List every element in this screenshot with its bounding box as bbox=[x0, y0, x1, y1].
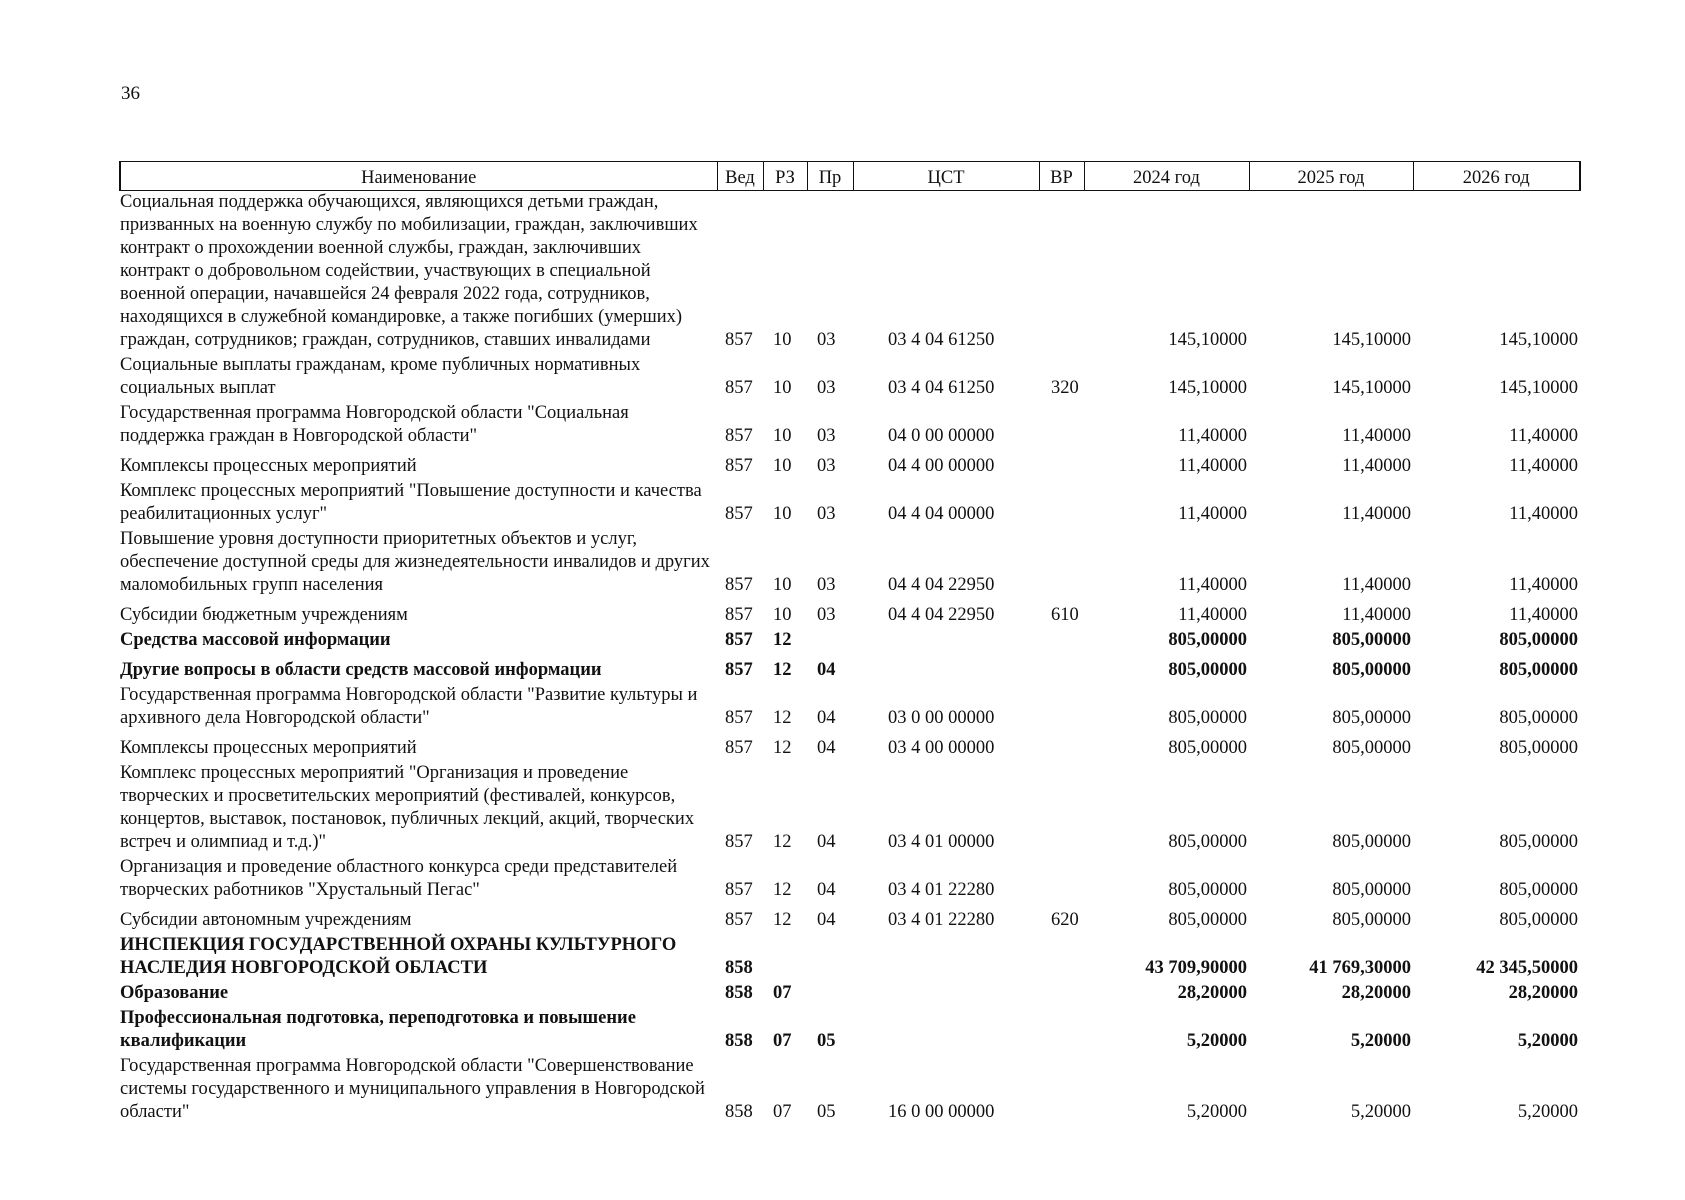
cell-vr bbox=[1039, 402, 1084, 450]
cell-2026: 145,10000 bbox=[1499, 330, 1578, 350]
cell-vr bbox=[1039, 856, 1084, 904]
cell-2025: 28,20000 bbox=[1341, 983, 1411, 1003]
cell-rz: 07 bbox=[773, 1102, 792, 1122]
cell-rz: 10 bbox=[773, 575, 792, 595]
table-row bbox=[120, 934, 1580, 982]
cell-name: Комплексы процессных мероприятий bbox=[120, 738, 417, 758]
header-2024: 2024 год bbox=[1084, 162, 1249, 191]
cell-ved: 857 bbox=[725, 832, 753, 852]
cell-vr bbox=[1039, 528, 1084, 599]
cell-2025: 11,40000 bbox=[1342, 575, 1411, 595]
cell-pr: 03 bbox=[817, 605, 836, 625]
cell-rz: 12 bbox=[773, 660, 792, 680]
cell-2024: 805,00000 bbox=[1168, 880, 1247, 900]
cell-2024: 11,40000 bbox=[1178, 605, 1247, 625]
cell-2025: 805,00000 bbox=[1332, 708, 1411, 728]
cell-name: Организация и проведение областного конкурса среди представителей творческих работников "Хрустальный Пегас" bbox=[120, 857, 678, 900]
cell-rz: 12 bbox=[773, 880, 792, 900]
cell-2024: 28,20000 bbox=[1177, 983, 1247, 1003]
cell-name: Государственная программа Новгородской области "Развитие культуры и архивного дела Новгородской области" bbox=[120, 685, 698, 728]
table-header-row bbox=[120, 162, 1580, 191]
cell-2026: 5,20000 bbox=[1517, 1031, 1578, 1051]
cell-vr bbox=[1039, 934, 1084, 982]
table-row bbox=[120, 982, 1580, 1007]
cell-vr: 620 bbox=[1051, 910, 1079, 930]
cell-rz: 10 bbox=[773, 504, 792, 524]
cell-vr: 610 bbox=[1051, 605, 1079, 625]
cell-ved: 857 bbox=[725, 504, 753, 524]
table-row bbox=[120, 402, 1580, 450]
cell-2024: 5,20000 bbox=[1186, 1031, 1247, 1051]
cell-cst: 04 4 04 22950 bbox=[888, 575, 995, 595]
cell-2025: 805,00000 bbox=[1332, 738, 1411, 758]
cell-rz: 10 bbox=[773, 456, 792, 476]
cell-2026: 11,40000 bbox=[1509, 605, 1578, 625]
cell-2026: 805,00000 bbox=[1499, 910, 1578, 930]
header-2026: 2026 год bbox=[1413, 162, 1580, 191]
cell-2025: 805,00000 bbox=[1332, 660, 1411, 680]
table-row bbox=[120, 480, 1580, 528]
cell-2025: 11,40000 bbox=[1342, 426, 1411, 446]
header-ved: Вед bbox=[717, 162, 763, 191]
table-row bbox=[120, 599, 1580, 629]
cell-ved: 857 bbox=[725, 708, 753, 728]
cell-2025: 11,40000 bbox=[1342, 456, 1411, 476]
cell-2024: 805,00000 bbox=[1168, 738, 1247, 758]
cell-cst: 04 4 04 22950 bbox=[888, 605, 995, 625]
cell-2025: 11,40000 bbox=[1342, 605, 1411, 625]
cell-cst: 04 4 00 00000 bbox=[888, 456, 995, 476]
cell-pr: 05 bbox=[817, 1031, 836, 1051]
table-body bbox=[120, 191, 1580, 1127]
cell-cst: 03 4 04 61250 bbox=[888, 330, 995, 350]
cell-pr bbox=[807, 629, 853, 654]
cell-vr bbox=[1039, 629, 1084, 654]
cell-cst bbox=[853, 654, 1039, 684]
cell-cst: 16 0 00 00000 bbox=[888, 1102, 995, 1122]
cell-2026: 805,00000 bbox=[1499, 660, 1578, 680]
table-row bbox=[120, 354, 1580, 402]
cell-ved: 857 bbox=[725, 660, 753, 680]
cell-vr bbox=[1039, 450, 1084, 480]
cell-2024: 805,00000 bbox=[1168, 832, 1247, 852]
cell-vr bbox=[1039, 654, 1084, 684]
cell-2024: 11,40000 bbox=[1178, 575, 1247, 595]
cell-2026: 805,00000 bbox=[1499, 708, 1578, 728]
header-rz: РЗ bbox=[763, 162, 807, 191]
cell-2024: 805,00000 bbox=[1168, 660, 1247, 680]
cell-rz bbox=[763, 934, 807, 982]
cell-2026: 805,00000 bbox=[1499, 832, 1578, 852]
cell-name: Субсидии автономным учреждениям bbox=[120, 910, 412, 930]
cell-ved: 858 bbox=[725, 1031, 753, 1051]
cell-2024: 43 709,90000 bbox=[1145, 958, 1247, 978]
cell-2026: 11,40000 bbox=[1509, 504, 1578, 524]
cell-2026: 42 345,50000 bbox=[1476, 958, 1578, 978]
cell-vr: 320 bbox=[1051, 378, 1079, 398]
cell-pr bbox=[807, 934, 853, 982]
cell-2025: 805,00000 bbox=[1332, 630, 1411, 650]
cell-cst: 03 4 01 00000 bbox=[888, 832, 995, 852]
cell-rz: 07 bbox=[773, 1031, 792, 1051]
table-row bbox=[120, 732, 1580, 762]
cell-ved: 858 bbox=[725, 983, 753, 1003]
cell-vr bbox=[1039, 1055, 1084, 1126]
page-number: 36 bbox=[121, 83, 140, 104]
cell-cst bbox=[853, 629, 1039, 654]
cell-name: Образование bbox=[120, 983, 229, 1003]
cell-cst: 03 0 00 00000 bbox=[888, 708, 995, 728]
cell-vr bbox=[1039, 684, 1084, 732]
cell-name: Другие вопросы в области средств массовой информации bbox=[120, 660, 602, 680]
cell-cst bbox=[853, 934, 1039, 982]
cell-rz: 10 bbox=[773, 426, 792, 446]
cell-2026: 805,00000 bbox=[1499, 630, 1578, 650]
cell-pr: 04 bbox=[817, 738, 836, 758]
cell-name: ИНСПЕКЦИЯ ГОСУДАРСТВЕННОЙ ОХРАНЫ КУЛЬТУРНОГО НАСЛЕДИЯ НОВГОРОДСКОЙ ОБЛАСТИ bbox=[120, 935, 677, 978]
cell-2025: 805,00000 bbox=[1332, 832, 1411, 852]
header-cst: ЦСТ bbox=[853, 162, 1039, 191]
cell-name: Государственная программа Новгородской области "Совершенствование системы государственного и муниципального управления в Новгородской области" bbox=[120, 1056, 705, 1122]
cell-2026: 5,20000 bbox=[1517, 1102, 1578, 1122]
cell-vr bbox=[1039, 1007, 1084, 1055]
cell-cst: 03 4 00 00000 bbox=[888, 738, 995, 758]
header-vr: ВР bbox=[1039, 162, 1084, 191]
cell-rz: 12 bbox=[773, 738, 792, 758]
cell-cst: 03 4 04 61250 bbox=[888, 378, 995, 398]
cell-ved: 857 bbox=[725, 605, 753, 625]
table-row bbox=[120, 629, 1580, 654]
cell-rz: 10 bbox=[773, 605, 792, 625]
cell-name: Государственная программа Новгородской области "Социальная поддержка граждан в Новгородской области" bbox=[120, 403, 629, 446]
cell-ved: 857 bbox=[725, 630, 753, 650]
cell-2024: 11,40000 bbox=[1178, 504, 1247, 524]
cell-2026: 805,00000 bbox=[1499, 738, 1578, 758]
cell-2025: 145,10000 bbox=[1332, 378, 1411, 398]
cell-rz: 12 bbox=[773, 630, 792, 650]
cell-cst: 04 4 04 00000 bbox=[888, 504, 995, 524]
cell-2025: 11,40000 bbox=[1342, 504, 1411, 524]
cell-ved: 857 bbox=[725, 910, 753, 930]
cell-cst: 03 4 01 22280 bbox=[888, 910, 995, 930]
cell-name: Социальные выплаты гражданам, кроме публичных нормативных социальных выплат bbox=[120, 355, 641, 398]
cell-rz: 12 bbox=[773, 910, 792, 930]
header-name: Наименование bbox=[120, 162, 717, 191]
table-row bbox=[120, 528, 1580, 599]
cell-name: Социальная поддержка обучающихся, являющихся детьми граждан, призванных на военную службу по мобилизации, граждан, заключивших контракт о прохождении военной службы, граждан, заключивших контракт о добровольном содействии, участвующих в специальной военной операции, начавшейся 24 февраля 2022 года, сотрудников, находящихся в служебной командировке, а также погибших (умерших) граждан, сотрудников; граждан, сотрудников, ставших инвалидами bbox=[120, 192, 698, 350]
cell-cst: 04 0 00 00000 bbox=[888, 426, 995, 446]
cell-ved: 857 bbox=[725, 738, 753, 758]
table-row bbox=[120, 684, 1580, 732]
cell-ved: 857 bbox=[725, 456, 753, 476]
cell-rz: 10 bbox=[773, 378, 792, 398]
cell-cst bbox=[853, 982, 1039, 1007]
cell-pr: 03 bbox=[817, 504, 836, 524]
cell-ved: 857 bbox=[725, 378, 753, 398]
cell-2024: 11,40000 bbox=[1178, 456, 1247, 476]
header-2025: 2025 год bbox=[1249, 162, 1413, 191]
table-row bbox=[120, 1055, 1580, 1126]
budget-table bbox=[119, 161, 1581, 1126]
cell-2025: 805,00000 bbox=[1332, 880, 1411, 900]
cell-rz: 12 bbox=[773, 832, 792, 852]
cell-cst: 03 4 01 22280 bbox=[888, 880, 995, 900]
cell-name: Субсидии бюджетным учреждениям bbox=[120, 605, 408, 625]
cell-2025: 805,00000 bbox=[1332, 910, 1411, 930]
cell-vr bbox=[1039, 480, 1084, 528]
cell-ved: 858 bbox=[725, 1102, 753, 1122]
cell-pr: 04 bbox=[817, 832, 836, 852]
cell-pr: 03 bbox=[817, 456, 836, 476]
cell-rz: 10 bbox=[773, 330, 792, 350]
table-row bbox=[120, 904, 1580, 934]
table-row bbox=[120, 654, 1580, 684]
cell-2024: 805,00000 bbox=[1168, 708, 1247, 728]
cell-rz: 12 bbox=[773, 708, 792, 728]
cell-pr: 04 bbox=[817, 660, 836, 680]
cell-name: Комплексы процессных мероприятий bbox=[120, 456, 417, 476]
cell-2026: 11,40000 bbox=[1509, 426, 1578, 446]
cell-2026: 28,20000 bbox=[1508, 983, 1578, 1003]
table-row bbox=[120, 762, 1580, 856]
cell-2025: 5,20000 bbox=[1350, 1031, 1411, 1051]
cell-ved: 857 bbox=[725, 575, 753, 595]
cell-rz: 07 bbox=[773, 983, 792, 1003]
cell-2024: 145,10000 bbox=[1168, 378, 1247, 398]
cell-ved: 857 bbox=[725, 426, 753, 446]
cell-pr: 04 bbox=[817, 708, 836, 728]
cell-2025: 5,20000 bbox=[1350, 1102, 1411, 1122]
cell-vr bbox=[1039, 982, 1084, 1007]
cell-pr: 03 bbox=[817, 426, 836, 446]
cell-2024: 5,20000 bbox=[1186, 1102, 1247, 1122]
cell-ved: 857 bbox=[725, 880, 753, 900]
cell-vr bbox=[1039, 762, 1084, 856]
cell-pr bbox=[807, 982, 853, 1007]
cell-vr bbox=[1039, 732, 1084, 762]
cell-cst bbox=[853, 1007, 1039, 1055]
cell-pr: 03 bbox=[817, 378, 836, 398]
cell-pr: 03 bbox=[817, 330, 836, 350]
cell-2026: 805,00000 bbox=[1499, 880, 1578, 900]
cell-2024: 805,00000 bbox=[1168, 910, 1247, 930]
cell-pr: 03 bbox=[817, 575, 836, 595]
cell-2024: 11,40000 bbox=[1178, 426, 1247, 446]
cell-2025: 145,10000 bbox=[1332, 330, 1411, 350]
cell-ved: 857 bbox=[725, 330, 753, 350]
cell-pr: 04 bbox=[817, 910, 836, 930]
cell-ved: 858 bbox=[725, 958, 753, 978]
table-row bbox=[120, 1007, 1580, 1055]
cell-name: Комплекс процессных мероприятий "Повышение доступности и качества реабилитационных услуг" bbox=[120, 481, 702, 524]
table-row bbox=[120, 191, 1580, 355]
cell-name: Профессиональная подготовка, переподготовка и повышение квалификации bbox=[120, 1008, 636, 1051]
cell-2026: 11,40000 bbox=[1509, 575, 1578, 595]
cell-pr: 05 bbox=[817, 1102, 836, 1122]
cell-2025: 41 769,30000 bbox=[1309, 958, 1411, 978]
cell-2024: 805,00000 bbox=[1168, 630, 1247, 650]
cell-name: Средства массовой информации bbox=[120, 630, 391, 650]
cell-name: Повышение уровня доступности приоритетных объектов и услуг, обеспечение доступной среды для жизнедеятельности инвалидов и других маломобильных групп населения bbox=[120, 529, 710, 595]
cell-pr: 04 bbox=[817, 880, 836, 900]
cell-2026: 11,40000 bbox=[1509, 456, 1578, 476]
cell-2024: 145,10000 bbox=[1168, 330, 1247, 350]
cell-name: Комплекс процессных мероприятий "Организация и проведение творческих и просветительских мероприятий (фестивалей, конкурсов, концертов, выставок, постановок, публичных лекций, акций, творческих встреч и олимпиад и т.д.)" bbox=[120, 763, 695, 852]
table-row bbox=[120, 856, 1580, 904]
header-pr: Пр bbox=[807, 162, 853, 191]
cell-vr bbox=[1039, 191, 1084, 355]
cell-2026: 145,10000 bbox=[1499, 378, 1578, 398]
table-row bbox=[120, 450, 1580, 480]
